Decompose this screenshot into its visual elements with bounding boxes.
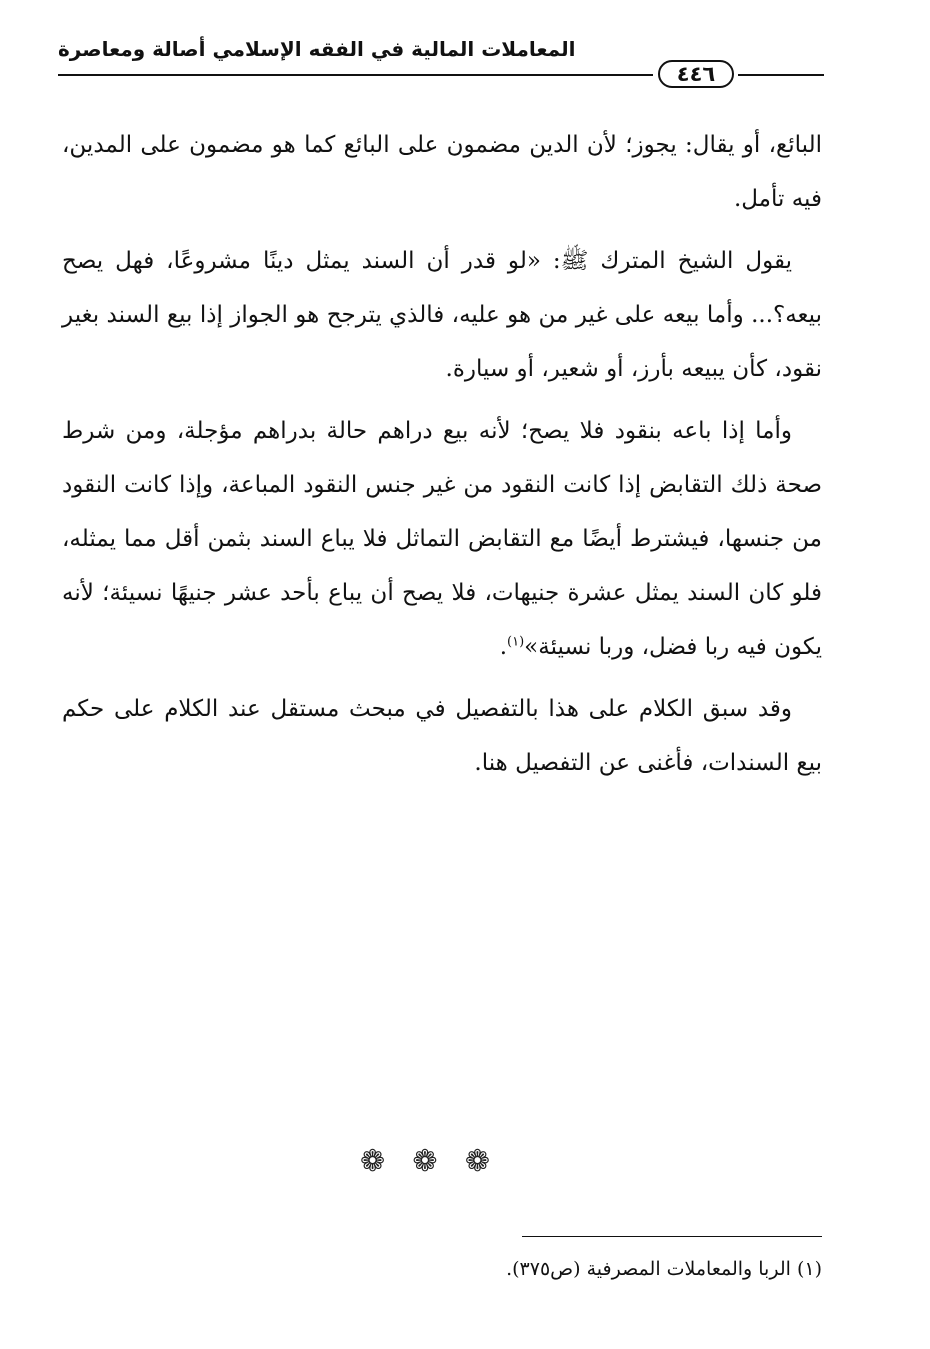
- body-text: [62, 118, 822, 798]
- flower-ornament-icon: ❁: [412, 1144, 438, 1179]
- paragraph-3-end: .: [499, 634, 508, 660]
- running-title: المعاملات المالية في الفقه الإسلامي أصالة ومعاصرة: [58, 37, 576, 61]
- paragraph-2: يقول الشيخ المترك ﷺ: «لو قدر أن السند يمثل دينًا مشروعًا، فهل يصح بيعه؟... وأما بيعه على غير من هو عليه، فالذي يترجح هو الجواز إذا بيع السند بغير نقود، كأن يبيعه بأرز، أو شعير، أو سيارة.: [62, 248, 822, 382]
- header-rule-right: [738, 74, 824, 76]
- flower-ornament-icon: ❁: [360, 1144, 386, 1179]
- page-header: [58, 30, 824, 94]
- section-ornament: [360, 1144, 490, 1180]
- paragraph-3-text: وأما إذا باعه بنقود فلا يصح؛ لأنه بيع دراهم حالة بدراهم مؤجلة، ومن شرط صحة ذلك التقابض إذا كانت النقود من غير جنس النقود المباعة، وإذا كانت النقود من جنسها، فيشترط أيضًا مع التقابض التماثل فلا يباع السند بثمن أقل مما يمثله، فلو كان السند يمثل عشرة جنيهات، فلا يصح أن يباع بأحد عشر جنيهًا نسيئة؛ لأنه يكون فيه ربا فضل، وربا نسيئة»: [62, 418, 822, 660]
- header-rule-left: [58, 74, 653, 76]
- footnote: (١) الربا والمعاملات المصرفية (ص٣٧٥).: [506, 1258, 822, 1280]
- paragraph-4: وقد سبق الكلام على هذا بالتفصيل في مبحث مستقل عند الكلام على حكم بيع السندات، فأغنى عن التفصيل هنا.: [62, 696, 822, 776]
- paragraph-1: البائع، أو يقال: يجوز؛ لأن الدين مضمون على البائع كما هو مضمون على المدين، فيه تأمل.: [62, 132, 822, 212]
- flower-ornament-icon: ❁: [464, 1144, 490, 1179]
- page-number: [658, 60, 734, 88]
- footnote-divider: [522, 1236, 822, 1237]
- footnote-reference[interactable]: (١): [507, 634, 525, 650]
- paragraph-3: [62, 404, 822, 674]
- page-number-text: ٤٤٦: [676, 62, 716, 86]
